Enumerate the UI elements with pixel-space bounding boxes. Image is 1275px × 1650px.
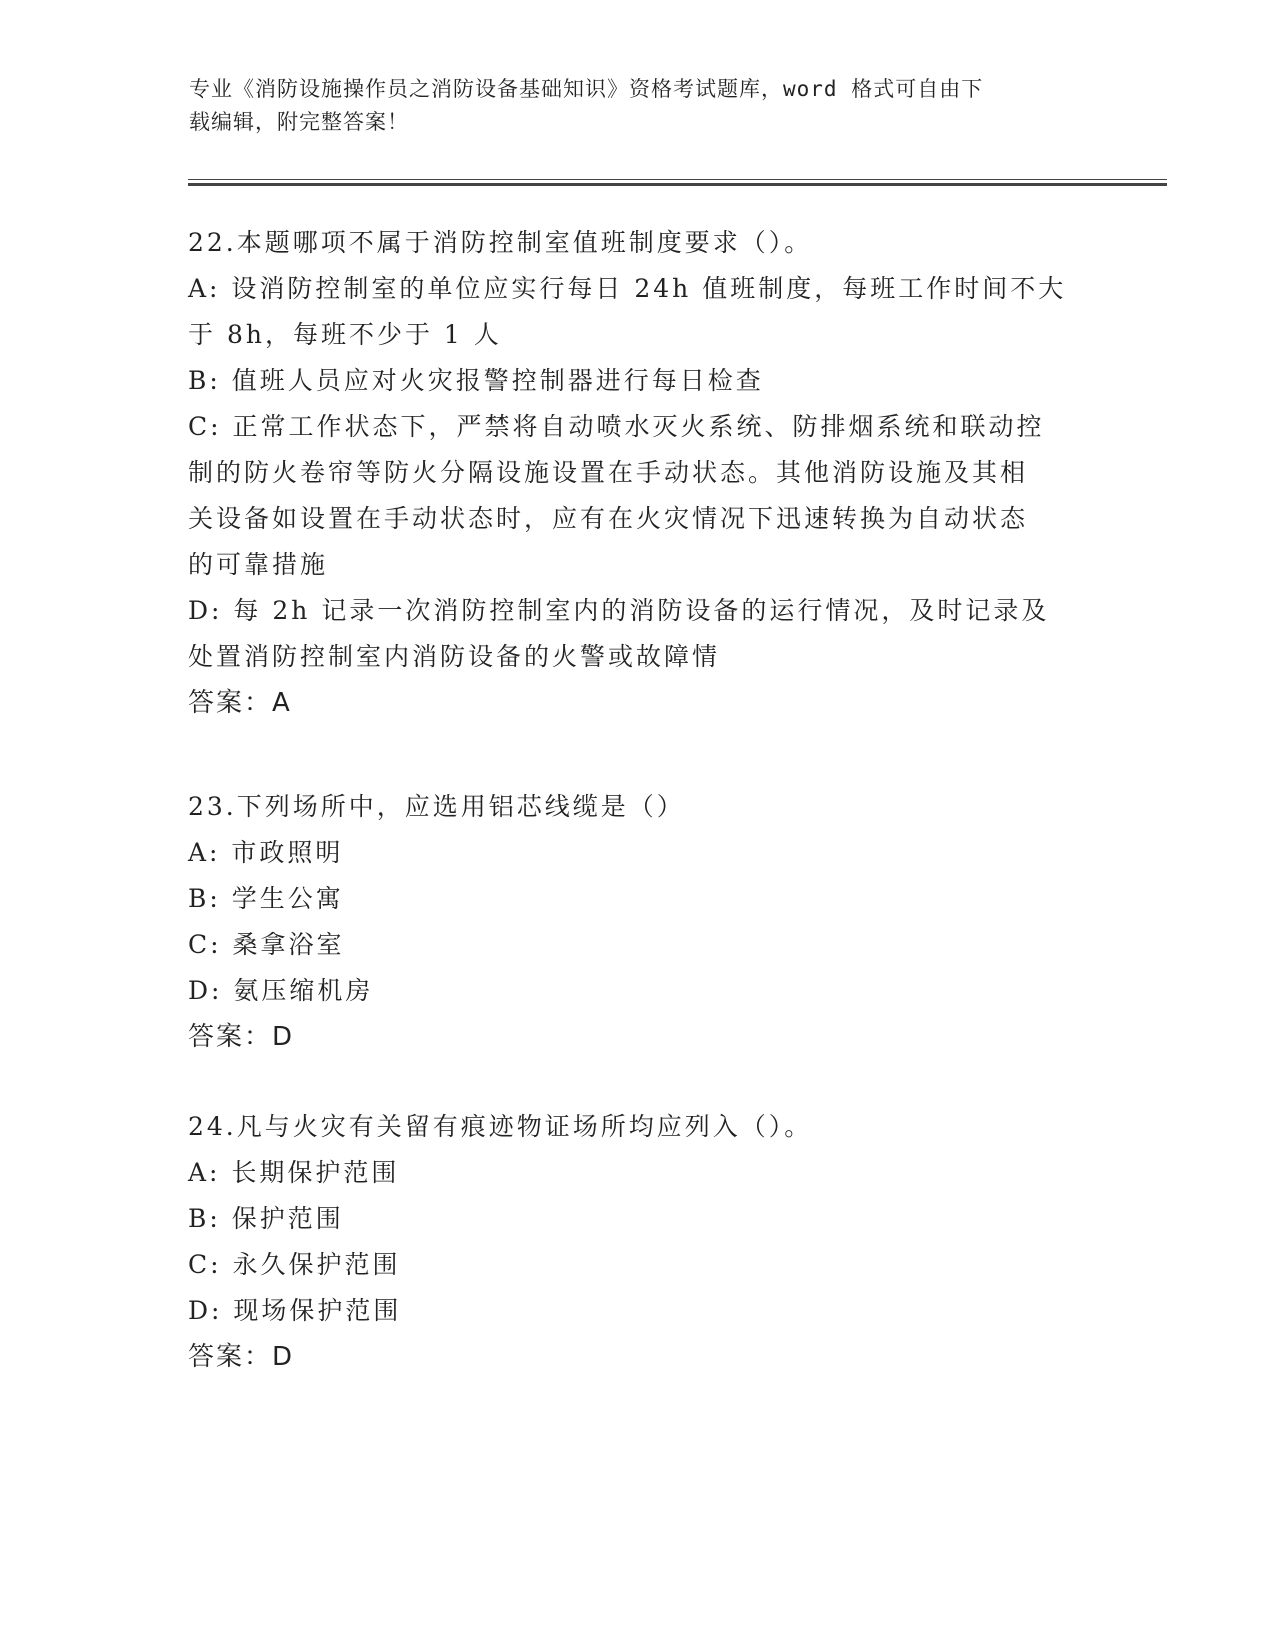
- option-d-line-1: D: 每 2h 记录一次消防控制室内的消防设备的运行情况，及时记录及: [188, 596, 1050, 625]
- question-23: [188, 784, 1088, 1060]
- option-a-line-2: 于 8h，每班不少于 1 人: [188, 320, 502, 349]
- option-d-line-1: D: 现场保护范围: [188, 1296, 402, 1325]
- header-divider-thin: [188, 179, 1167, 180]
- option-d-line-1: D: 氨压缩机房: [188, 976, 374, 1005]
- option-d-line-2: 处置消防控制室内消防设备的火警或故障情: [188, 642, 721, 671]
- header-divider-thick: [188, 183, 1167, 186]
- question-stem: 24.凡与火灾有关留有痕迹物证场所均应列入（）。: [188, 1112, 813, 1141]
- answer: 答案：D: [188, 1022, 295, 1052]
- answer: 答案：D: [188, 1342, 295, 1372]
- option-a-line-1: A: 长期保护范围: [188, 1158, 400, 1187]
- question-stem: 22.本题哪项不属于消防控制室值班制度要求（）。: [188, 228, 813, 257]
- option-c-line-1: C: 桑拿浴室: [188, 930, 345, 959]
- option-c-line-3: 关设备如设置在手动状态时，应有在火灾情况下迅速转换为自动状态: [188, 504, 1029, 533]
- option-b-line-1: B: 保护范围: [188, 1204, 344, 1233]
- option-b-line-1: B: 学生公寓: [188, 884, 344, 913]
- answer: 答案：A: [188, 688, 292, 718]
- header-line-1: 专业《消防设施操作员之消防设备基础知识》资格考试题库，word 格式可自由下: [189, 77, 984, 101]
- question-stem: 23.下列场所中，应选用铝芯线缆是（）: [188, 792, 685, 821]
- question-24: [188, 1104, 1088, 1380]
- option-c-line-4: 的可靠措施: [188, 550, 329, 579]
- option-b-line-1: B: 值班人员应对火灾报警控制器进行每日检查: [188, 366, 764, 395]
- option-a-line-1: A: 设消防控制室的单位应实行每日 24h 值班制度，每班工作时间不大: [188, 274, 1067, 303]
- header-line-2: 载编辑，附完整答案！: [189, 110, 409, 134]
- document-header: [189, 73, 1069, 139]
- option-c-line-1: C: 正常工作状态下，严禁将自动喷水灭火系统、防排烟系统和联动控: [188, 412, 1045, 441]
- option-a-line-1: A: 市政照明: [188, 838, 344, 867]
- option-c-line-2: 制的防火卷帘等防火分隔设施设置在手动状态。其他消防设施及其相: [188, 458, 1029, 487]
- question-22: [188, 220, 1088, 726]
- option-c-line-1: C: 永久保护范围: [188, 1250, 401, 1279]
